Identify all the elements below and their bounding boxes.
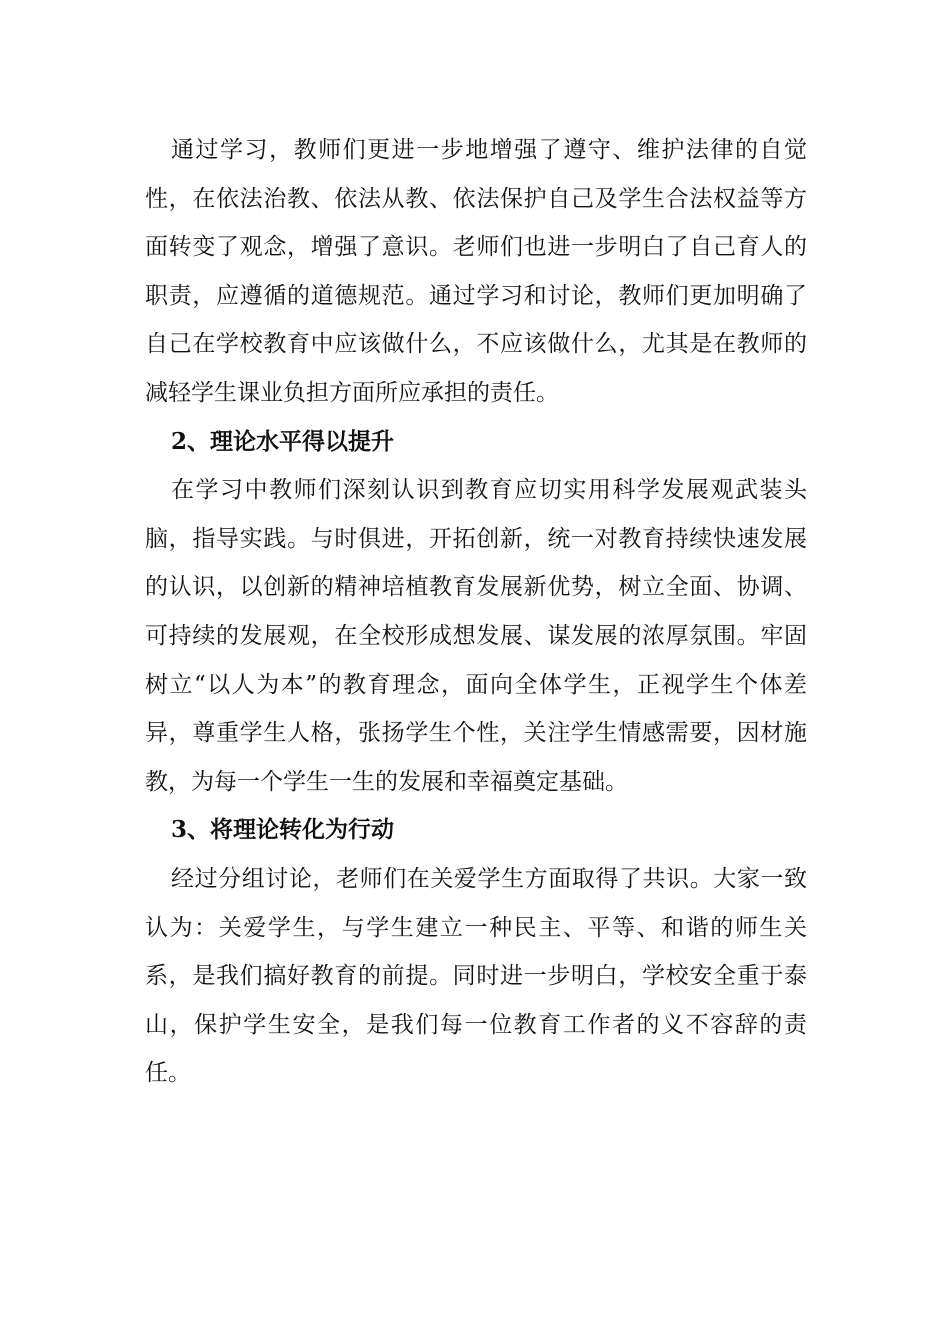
paragraph-law-awareness: 通过学习，教师们更进一步地增强了遵守、维护法律的自觉性，在依法治教、依法从教、依法保护自己及学生合法权益等方面转变了观念，增强了意识。老师们也进一步明白了自己育人的职责，应遵循的道德规范。通过学习和讨论，教师们更加明确了自己在学校教育中应该做什么，不应该做什么，尤其是在教师的减轻学生课业负担方面所应承担的责任。 — [145, 137, 807, 406]
paragraph-care-for-students: 经过分组讨论，老师们在关爱学生方面取得了共识。大家一致认为：关爱学生，与学生建立一种民主、平等、和谐的师生关系，是我们搞好教育的前提。同时进一步明白，学校安全重于泰山，保护学生安全，是我们每一位教育工作者的义不容辞的责任。 — [145, 865, 807, 1087]
section-heading-action: 3、将理论转化为行动 — [171, 816, 395, 844]
document-body — [145, 126, 807, 1098]
section-heading-theory: 2、理论水平得以提升 — [171, 427, 395, 455]
paragraph-scientific-development: 在学习中教师们深刻认识到教育应切实用科学发展观武装头脑，指导实践。与时俱进，开拓创新，统一对教育持续快速发展的认识，以创新的精神培植教育发展新优势，树立全面、协调、可持续的发展观，在全校形成想发展、谋发展的浓厚氛围。牢固树立“以人为本”的教育理念，面向全体学生，正视学生个体差异，尊重学生人格，张扬学生个性，关注学生情感需要，因材施教，为每一个学生一生的发展和幸福奠定基础。 — [145, 477, 807, 795]
